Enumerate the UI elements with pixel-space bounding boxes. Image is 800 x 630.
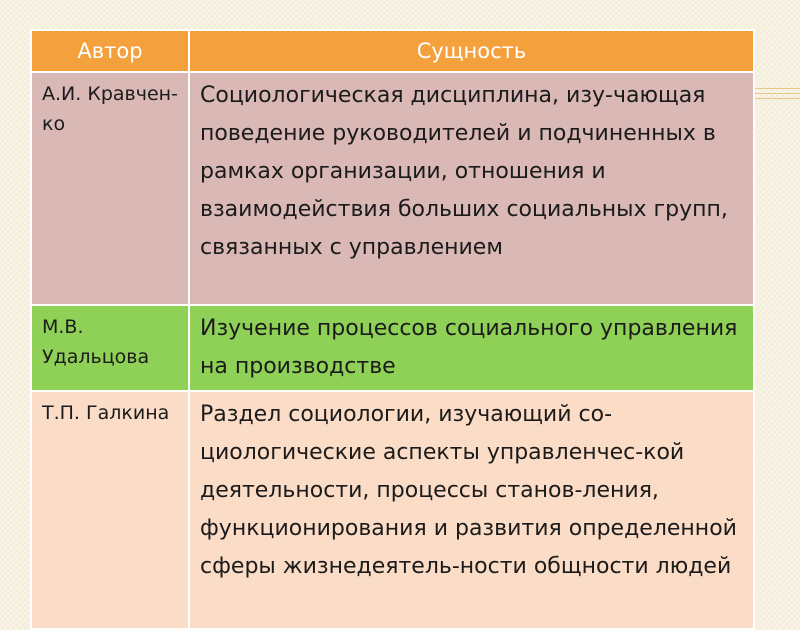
essence-cell: Изучение процессов социального управления на производстве (189, 305, 754, 391)
table-header-row (31, 30, 754, 72)
author-cell: М.В. Удальцова (31, 305, 189, 391)
essence-cell: Раздел социологии, изучающий со-циологические аспекты управленчес-кой деятельности, процессы станов-ления, функционирования и развития определенной сферы жизнедеятель-ности общности людей (189, 391, 754, 629)
definitions-table (30, 29, 755, 630)
author-cell: А.И. Кравчен-ко (31, 72, 189, 305)
table-row (31, 72, 754, 305)
decorative-lines (752, 88, 800, 106)
table-row (31, 391, 754, 629)
table-row (31, 305, 754, 391)
header-essence: Сущность (189, 30, 754, 72)
header-author: Автор (31, 30, 189, 72)
author-cell: Т.П. Галкина (31, 391, 189, 629)
essence-cell: Социологическая дисциплина, изу-чающая поведение руководителей и подчиненных в рамках организации, отношения и взаимодействия больших социальных групп, связанных с управлением (189, 72, 754, 305)
